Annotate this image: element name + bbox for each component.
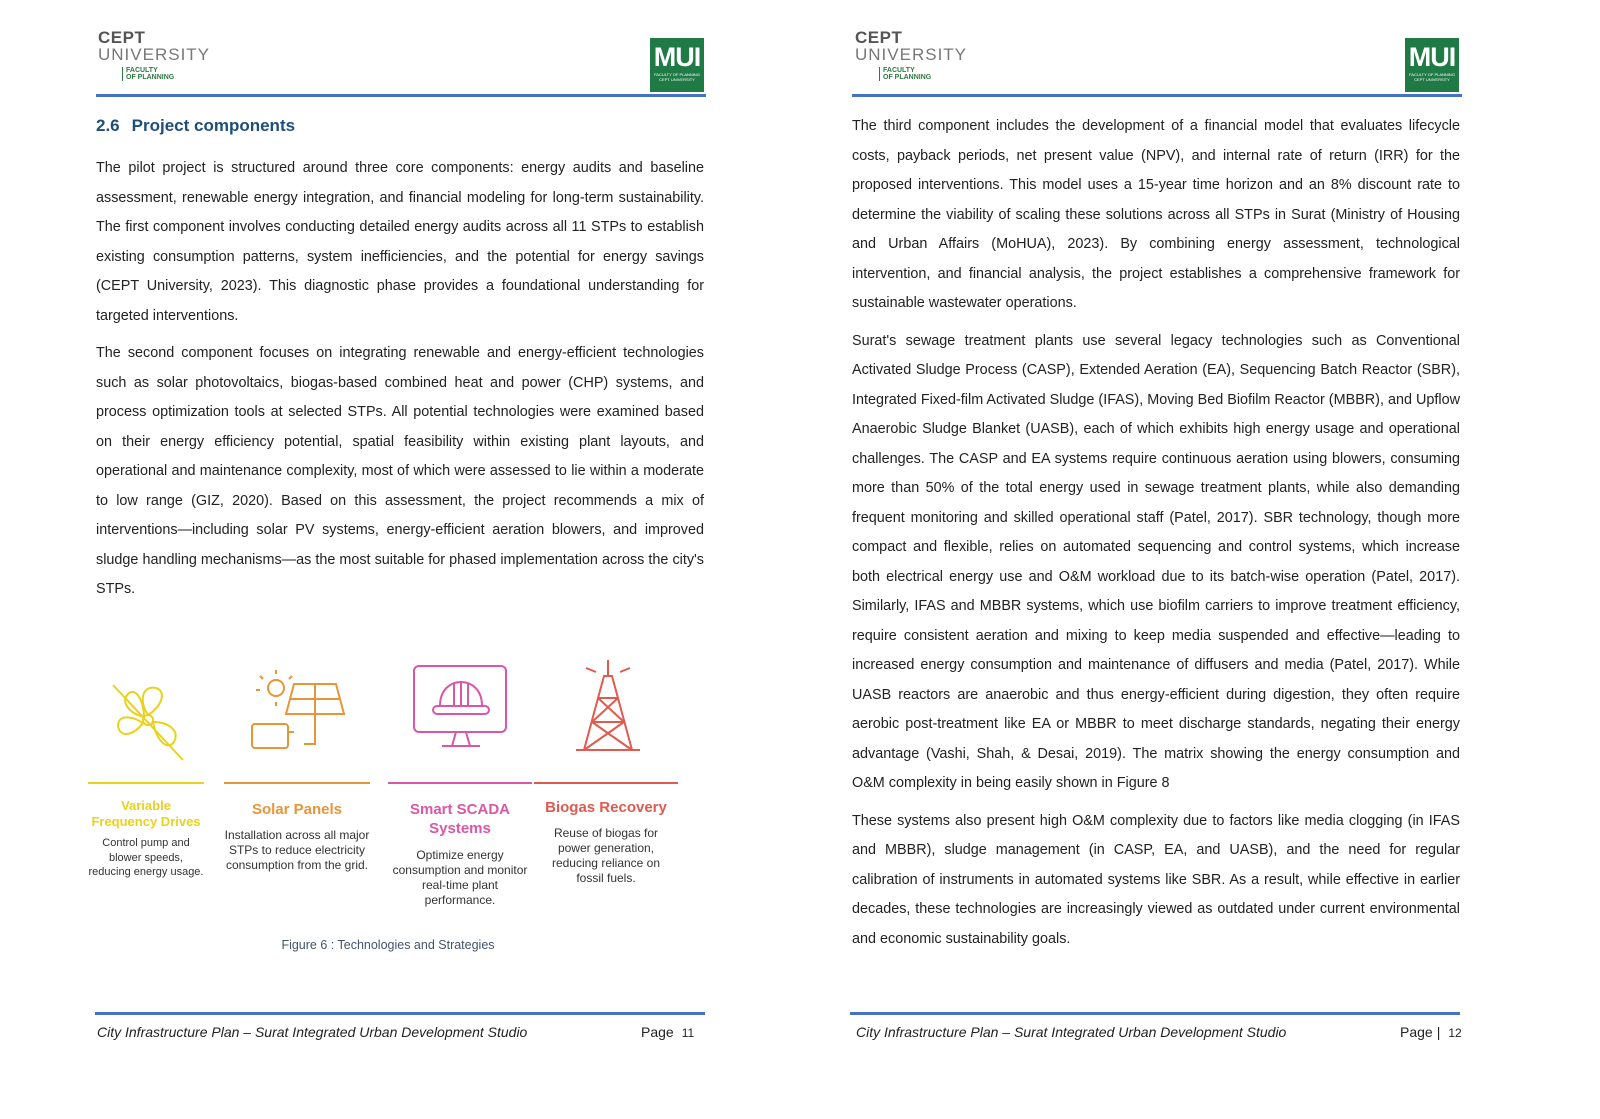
- footer-rule: [95, 1012, 705, 1015]
- mui-logo-sub-2: CEPT UNIVERSITY: [659, 77, 695, 82]
- logo-cept-text: CEPT: [855, 28, 903, 47]
- figure-text-solar: [224, 802, 370, 873]
- header-rule: [852, 94, 1462, 97]
- paragraph: The third component includes the development of a financial model that evaluates lifecycle costs, payback periods, net present value (NPV), and internal rate of return (IRR) for the proposed interventions. This model uses a 15-year time horizon and an 8% discount rate to determine the viability of scaling these solutions across all STPs in Surat (Ministry of Housing and Urban Affairs (MoHUA), 2023). By combining energy assessment, technological intervention, and financial analysis, the project establishes a comprehensive framework for sustainable wastewater operations.: [852, 118, 1460, 311]
- figure-item-vfd: [88, 650, 208, 775]
- figure-line-vfd: [88, 782, 204, 784]
- mui-logo-text: MUI: [653, 42, 701, 72]
- mui-logo-sub-1: FACULTY OF PLANNING: [1409, 72, 1455, 77]
- figure-title: Smart SCADA Systems: [409, 801, 511, 837]
- figure-title: Variable Frequency Drives: [91, 798, 201, 829]
- mui-logo-sub-2: CEPT UNIVERSITY: [1414, 77, 1450, 82]
- figure-title: Solar Panels: [251, 801, 343, 818]
- figure-item-solar: [224, 650, 372, 775]
- figure-text-biogas: [534, 800, 678, 886]
- logo-faculty-line-1: FACULTY: [126, 67, 158, 74]
- footer-page-label: Page: [1400, 1024, 1433, 1040]
- figure-desc: Control pump and blower speeds, reducing energy usage.: [88, 837, 204, 878]
- logo-university-text: UNIVERSITY: [98, 45, 211, 64]
- paragraph: The pilot project is structured around three core components: energy audits and baseline assessment, renewable energy integration, and financial modeling for long-term sustainability. The first component involves conducting detailed energy audits across all 11 STPs to establish existing consumption patterns, system inefficiencies, and the potential for energy savings (CEPT University, 2023). This diagnostic phase provides a foundational understanding for targeted interventions.: [96, 160, 704, 324]
- paragraph: These systems also present high O&M complexity due to factors like media clogging (in IFAS and MBBR), sludge management (in CASP, EA, and UASB), and the need for regular calibration of instruments in automated systems like SBR. As a result, while effective in earlier decades, these technologies are increasingly viewed as outdated under current environmental and economic sustainability goals.: [852, 812, 1460, 947]
- figure-desc: Optimize energy consumption and monitor real-time plant performance.: [392, 848, 528, 907]
- footer-page-number: [1400, 1024, 1462, 1040]
- tower-icon: [536, 650, 680, 770]
- paragraph: The second component focuses on integrating renewable and energy-efficient technologies such as solar photovoltaics, biogas-based combined heat and power (CHP) systems, and process optimization tools at selected STPs. All potential technologies were examined based on their energy efficiency potential, spatial feasibility within existing plant layouts, and operational and maintenance complexity, most of which were assessed to lie within a moderate to low range (GIZ, 2020). Based on this assessment, the project recommends a mix of interventions—including solar PV systems, energy-efficient aeration blowers, and improved sludge handling mechanisms—as the most suitable for phased implementation across the city's STPs.: [96, 345, 704, 597]
- section-title: Project components: [131, 116, 296, 135]
- right-page: [800, 0, 1600, 1119]
- figure-text-vfd: [88, 798, 204, 880]
- footer-page-label: Page: [641, 1024, 674, 1040]
- section-number: 2.6: [96, 116, 120, 135]
- footer-page-separator: |: [1436, 1024, 1441, 1040]
- mui-logo: [1405, 38, 1459, 92]
- mui-logo: [650, 38, 704, 92]
- figure-line-solar: [224, 782, 370, 784]
- logo-faculty-text: [879, 67, 955, 81]
- mui-logo-text: MUI: [1408, 42, 1456, 72]
- page-number: 11: [681, 1026, 695, 1040]
- paragraph: Surat's sewage treatment plants use several legacy technologies such as Conventional Activated Sludge Process (CASP), Extended Aeration (EA), Sequencing Batch Reactor (SBR), Integrated Fixed-film Activated Sludge (IFAS), Moving Bed Biofilm Reactor (MBBR), and Upflow Anaerobic Sludge Blanket (UASB), each of which exhibits high energy usage and operational challenges. The CASP and EA systems require continuous aeration using blowers, consuming more than 50% of the total energy used in sewage treatment plants, while also demanding frequent monitoring and skilled operational staff (Patel, 2017). SBR technology, though more compact and flexible, relies on automated sequencing and control systems, which increase both electrical energy use and O&M workload due to its batch-wise operation (Patel, 2017). Similarly, IFAS and MBBR systems, which use biofilm carriers to improve treatment efficiency, require consistent aeration and mixing to keep media suspended and effective—leading to increased energy consumption and maintenance of diffusers and media (Patel, 2017). While UASB reactors are anaerobic and thus energy-efficient during digestion, they often require aerobic post-treatment like EA or MBBR to meet discharge standards, negating their energy advantage (Vashi, Shah, & Desai, 2019). The matrix showing the energy consumption and O&M complexity in being easily shown in Figure 8: [852, 332, 1460, 791]
- figure-item-biogas: [536, 650, 680, 775]
- right-body-text: [852, 112, 1460, 962]
- footer-rule: [850, 1012, 1460, 1015]
- logo-cept-text: CEPT: [98, 28, 146, 47]
- figure-line-biogas: [534, 782, 678, 784]
- technologies-figure: [88, 650, 688, 950]
- left-body-text: [96, 154, 704, 613]
- logo-faculty-line-2: OF PLANNING: [883, 74, 932, 81]
- logo-faculty-text: [122, 67, 198, 81]
- figure-text-scada: [388, 800, 532, 908]
- footer-title: City Infrastructure Plan – Surat Integrated Urban Development Studio: [97, 1024, 528, 1040]
- page-number: 12: [1448, 1026, 1462, 1040]
- figure-caption: Figure 6 : Technologies and Strategies: [281, 938, 495, 952]
- figure-item-scada: [388, 650, 534, 775]
- fan-icon: [88, 650, 208, 770]
- footer-page-number: [641, 1024, 694, 1040]
- footer-title: City Infrastructure Plan – Surat Integrated Urban Development Studio: [856, 1024, 1287, 1040]
- monitor-helmet-icon: [388, 650, 534, 770]
- figure-line-scada: [388, 782, 532, 784]
- figure-desc: Reuse of biogas for power generation, reducing reliance on fossil fuels.: [551, 826, 661, 885]
- mui-logo-sub-1: FACULTY OF PLANNING: [654, 72, 700, 77]
- logo-faculty-line-1: FACULTY: [883, 67, 915, 74]
- header-rule: [96, 94, 706, 97]
- cept-university-logo: [98, 28, 211, 81]
- solar-panel-icon: [224, 650, 372, 770]
- figure-desc: Installation across all major STPs to reduce electricity consumption from the grid.: [224, 828, 370, 872]
- figure-title: Biogas Recovery: [545, 799, 667, 816]
- section-heading: [96, 116, 295, 136]
- cept-university-logo: [855, 28, 968, 81]
- logo-university-text: UNIVERSITY: [855, 45, 968, 64]
- logo-faculty-line-2: OF PLANNING: [126, 74, 175, 81]
